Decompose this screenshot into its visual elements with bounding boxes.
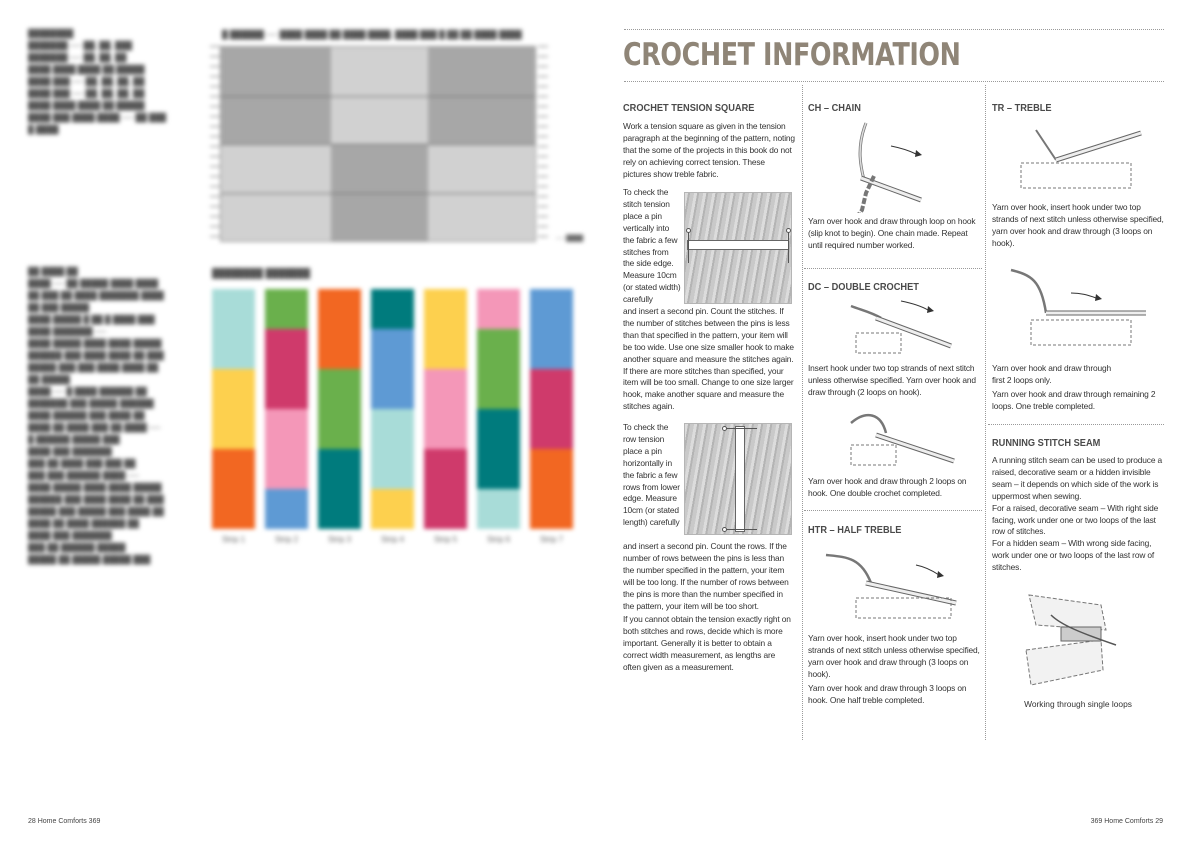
assembly-diagram: [212, 289, 573, 544]
strip-colour-block: [371, 489, 414, 529]
treble-step2: [992, 363, 1164, 413]
double-crochet-step2-illustration: [846, 405, 956, 470]
page-title: CROCHET INFORMATION: [623, 37, 961, 73]
row-tension-rest: [623, 541, 795, 674]
half-treble-step1-text: Yarn over hook, insert hook under two top strands of next stitch unless otherwise specified, yarn over hook and draw through (3 loops on hook).: [808, 633, 980, 679]
strip-colour-block: [265, 329, 308, 409]
strip-label: Strip 5: [433, 535, 458, 544]
assembly-strip: [371, 289, 414, 544]
strip-label: Strip 7: [539, 535, 564, 544]
strip-colour-block: [318, 289, 361, 369]
strip-colour-block: [530, 369, 573, 449]
tension-square-heading: CROCHET TENSION SQUARE: [623, 102, 755, 114]
top-rule: [624, 29, 1164, 30]
strip-label: Strip 1: [221, 535, 246, 544]
chain-text: [808, 216, 980, 252]
tension-intro-text: Work a tension square as given in the tension paragraph at the beginning of the pattern, noting that the some of the projects in this book do not rely on achieving correct tension. These pictures show treble fabric.: [623, 121, 795, 179]
strip-colour-block: [530, 449, 573, 529]
treble-step2a-text: Yarn over hook and draw through first 2 loops only.: [992, 363, 1112, 385]
treble-step2-illustration: [1006, 265, 1151, 355]
chain-stitch-illustration: [826, 118, 956, 213]
treble-step1: [992, 202, 1164, 250]
chain-instructions: Yarn over hook and draw through loop on hook (slip knot to begin). One chain made. Repeat until required number worked.: [808, 216, 976, 250]
strip-colour-block: [212, 289, 255, 369]
strip-colour-block: [212, 449, 255, 529]
row-tension-text: [623, 422, 681, 529]
page-folio-right: 369 Home Comforts 29: [1090, 818, 1163, 825]
row-tension-wrap: To check the row tension place a pin horizontally in the fabric a few rows from lower edge. Measure 10cm (or stated length) carefully: [623, 422, 680, 528]
strip-colour-block: [424, 369, 467, 449]
seam-p2: For a raised, decorative seam – With right side facing, work under one or two loops of the last row of stitches.: [992, 502, 1159, 537]
double-crochet-step2: [808, 476, 980, 500]
double-crochet-step1-illustration: [846, 298, 956, 358]
seam-p1: A running stitch seam can be used to produce a raised, decorative seam or a hidden invisible seam – it depends on which side of the work is uppermost when sewing.: [992, 455, 1163, 501]
double-crochet-step1-text: Insert hook under two top strands of next stitch unless otherwise specified. Yarn over hook and draw through (2 loops on hook).: [808, 363, 976, 397]
strip-colour-block: [371, 289, 414, 329]
strip-colour-block: [265, 289, 308, 329]
section-divider: [988, 424, 1164, 425]
tension-square-intro: [623, 121, 795, 181]
strip-colour-block: [477, 329, 520, 409]
strip-colour-block: [371, 329, 414, 409]
running-stitch-seam-illustration: [1021, 585, 1121, 690]
half-treble-illustration: [821, 543, 961, 623]
chart-ticks-left: [210, 46, 220, 242]
half-treble-text: [808, 633, 980, 706]
knitting-chart-grid: [220, 46, 536, 242]
column-divider: [985, 85, 986, 740]
row-tension-swatch-image: [684, 423, 792, 535]
treble-heading: TR – TREBLE: [992, 102, 1052, 114]
assembly-diagram-title-blurred: ████████ ███████: [212, 268, 311, 278]
strip-colour-block: [318, 369, 361, 449]
double-crochet-step1: [808, 363, 980, 399]
chain-heading: CH – CHAIN: [808, 102, 861, 114]
strip-label: Strip 3: [327, 535, 352, 544]
stitch-tension-wrap: To check the stitch tension place a pin vertically into the fabric a few stitches from the side edge. Measure 10cm (or stated width) carefully: [623, 187, 681, 305]
strip-label: Strip 4: [380, 535, 405, 544]
right-page: [596, 0, 1191, 842]
assembly-strip: [318, 289, 361, 544]
half-treble-step2-text: Yarn over hook and draw through 3 loops on hook. One half treble completed.: [808, 682, 967, 705]
assembly-strip: [530, 289, 573, 544]
stitch-tension-text: [623, 187, 681, 306]
strip-label: Strip 6: [486, 535, 511, 544]
chart-ticks-right: [538, 46, 548, 242]
assembly-strip: [212, 289, 255, 544]
strip-colour-block: [371, 409, 414, 489]
blurred-text-block: ██ ████ ██ ████ ── ██ █████ ████ ████ ██ ███ ██ ████ ███████ ████ ██ ███ █████ ████ █████ █ ██ █ ████ ███ ████ ███████ ── ████ █████ ████ ████ █████ ██████ ███ ████ ████ ██ ███ █████ ███ ███ ████ ████ ██ ██ █████ ████ ── █ ████ ██████ ██ ███████ ███ █████ ██████ ████ ██████ ███ ████ ██ ████ ██ ████ ███ ██ ████ ── █ ██████ █████ ███ ████ ███ ███████ ███ ██ ████ ███ ███ ██ ███ ███ ██████ ████ ── ████ █████ ████ ████ █████ ██████ ███ ████ ████ ██ ███ █████ ███ █████ ███ ████ ██ ████ ██ ████ ██████ ██ ████ ███ ███████ ███ ██ ██████ █████ █████ ██ █████ █████ ███: [28, 267, 164, 564]
strip-colour-block: [477, 289, 520, 329]
seam-caption: Working through single loops: [1024, 699, 1132, 709]
stitch-tension-swatch-image: [684, 192, 792, 304]
assembly-strip: [265, 289, 308, 544]
assembly-strip: [477, 289, 520, 544]
strip-colour-block: [318, 449, 361, 529]
strip-colour-block: [212, 369, 255, 449]
stitch-tension-rest-text: and insert a second pin. Count the stitches. If the number of stitches between the pins is less than that specified in the pattern, your item will be too wide. Use one size smaller hook to make another square and measure the stitches again. If there are more stitches than specified, your item will be too small. Change to one size larger hook, make another square and measure the stitches again.: [623, 306, 794, 412]
stitch-tension-rest: [623, 306, 795, 413]
tension-closing-text: If you cannot obtain the tension exactly right on both stitches and rows, decide which is more important. Generally it is better to obtain a correct width measurement, as lengths are often given as a measurement.: [623, 614, 791, 673]
half-treble-heading: HTR – HALF TREBLE: [808, 524, 902, 536]
page-folio-left: 28 Home Comforts 369: [28, 818, 101, 825]
running-stitch-seam-heading: RUNNING STITCH SEAM: [992, 437, 1101, 449]
chart-title-blurred: █ ██████ ── ████ ████ ██ ████ ████, ████ ███ █ ██ ██ ████ ████: [222, 30, 522, 39]
running-stitch-seam-text: [992, 455, 1164, 574]
double-crochet-step2-text: Yarn over hook and draw through 2 loops on hook. One double crochet completed.: [808, 476, 967, 498]
strip-colour-block: [477, 489, 520, 529]
strip-colour-block: [424, 289, 467, 369]
assembly-strip: [424, 289, 467, 544]
seam-p3: For a hidden seam – With wrong side facing, work under one or two loops of the last row of stitches.: [992, 538, 1155, 573]
column-divider: [802, 85, 803, 740]
treble-step1-illustration: [1016, 125, 1146, 195]
double-crochet-heading: DC – DOUBLE CROCHET: [808, 281, 919, 293]
strip-colour-block: [265, 409, 308, 489]
treble-step1-text: Yarn over hook, insert hook under two top strands of next stitch unless otherwise specified, yarn over hook and draw through (3 loops on hook).: [992, 202, 1164, 248]
strip-colour-block: [424, 449, 467, 529]
title-rule: [624, 81, 1164, 82]
section-divider: [804, 268, 982, 269]
row-tension-rest-text: and insert a second pin. Count the rows. If the number of rows between the pins is less than the number specified in the pattern, your item will be too long. If the number of rows between the pins is more than the number specified in the pattern, your item will be too short.: [623, 541, 789, 611]
strip-colour-block: [265, 489, 308, 529]
treble-step2b-text: Yarn over hook and draw through remaining 2 loops. One treble completed.: [992, 388, 1156, 411]
section-divider: [804, 510, 982, 511]
blurred-text-block: ████████ ███████ ── ██, ██, ███ ███████ ── ██, ██, ██ ████ ████ ████ ██ █████ ████ ███ ── ██, ██, ██, ██ ████ ███ ── ██, ██, ██, ██ ████ ████ ████ ██ █████ ████ ███ ████ ████ ── ██ ███ █ ████: [28, 29, 167, 134]
chart-key-blurred: ── ████: [556, 236, 584, 242]
strip-colour-block: [530, 289, 573, 369]
strip-colour-block: [477, 409, 520, 489]
strip-label: Strip 2: [274, 535, 299, 544]
